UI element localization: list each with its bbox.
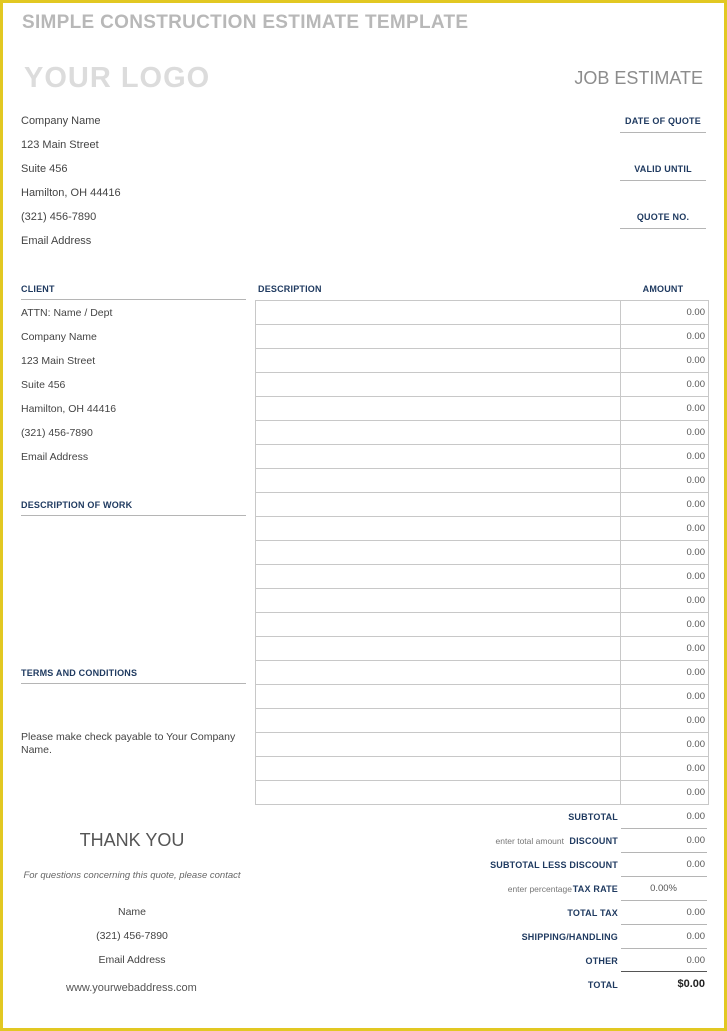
- other-value[interactable]: 0.00: [686, 955, 705, 966]
- item-description-cell[interactable]: [256, 685, 621, 709]
- description-of-work-field[interactable]: [21, 520, 246, 660]
- date-of-quote-label: DATE OF QUOTE: [625, 116, 701, 126]
- table-row: [256, 517, 709, 541]
- item-amount-cell[interactable]: 0.00: [621, 637, 709, 661]
- table-row: [256, 613, 709, 637]
- client-email[interactable]: Email Address: [21, 451, 89, 463]
- item-description-cell[interactable]: [256, 733, 621, 757]
- item-description-cell[interactable]: [256, 781, 621, 805]
- item-description-cell[interactable]: [256, 445, 621, 469]
- item-description-cell[interactable]: [256, 637, 621, 661]
- item-description-cell[interactable]: [256, 565, 621, 589]
- discount-label: DISCOUNT: [569, 836, 618, 846]
- amount-column-header: AMOUNT: [642, 284, 684, 294]
- client-city[interactable]: Hamilton, OH 44416: [21, 403, 117, 415]
- client-heading: CLIENT: [21, 284, 55, 294]
- document-type: JOB ESTIMATE: [574, 68, 703, 88]
- logo-placeholder: YOUR LOGO: [24, 62, 211, 94]
- table-row: [256, 541, 709, 565]
- questions-text: For questions concerning this quote, please contact: [23, 870, 241, 881]
- client-phone[interactable]: (321) 456-7890: [21, 427, 93, 439]
- item-amount-cell[interactable]: 0.00: [621, 517, 709, 541]
- item-description-cell[interactable]: [256, 325, 621, 349]
- thank-you-text: THANK YOU: [79, 830, 185, 850]
- item-amount-cell[interactable]: 0.00: [621, 709, 709, 733]
- item-description-cell[interactable]: [256, 661, 621, 685]
- valid-until-label: VALID UNTIL: [634, 164, 692, 174]
- item-amount-cell[interactable]: 0.00: [621, 349, 709, 373]
- item-amount-cell[interactable]: 0.00: [621, 325, 709, 349]
- total-tax-value: 0.00: [686, 907, 705, 918]
- table-row: [256, 445, 709, 469]
- item-amount-cell[interactable]: 0.00: [621, 733, 709, 757]
- tax-rate-value[interactable]: 0.00%: [650, 883, 677, 894]
- divider: [621, 828, 707, 829]
- item-amount-cell[interactable]: 0.00: [621, 781, 709, 805]
- divider: [621, 948, 707, 949]
- client-company-name[interactable]: Company Name: [21, 331, 97, 343]
- table-row: [256, 349, 709, 373]
- line-items-table: [255, 300, 709, 805]
- item-description-cell[interactable]: [256, 493, 621, 517]
- divider: [621, 900, 707, 901]
- table-row: [256, 493, 709, 517]
- item-amount-cell[interactable]: 0.00: [621, 541, 709, 565]
- other-label: OTHER: [585, 956, 618, 966]
- total-tax-label: TOTAL TAX: [567, 908, 618, 918]
- contact-phone[interactable]: (321) 456-7890: [96, 930, 168, 942]
- contact-email[interactable]: Email Address: [98, 954, 166, 966]
- divider: [621, 971, 707, 972]
- subtotal-value: 0.00: [686, 811, 705, 822]
- description-column-header: DESCRIPTION: [258, 284, 322, 294]
- shipping-label: SHIPPING/HANDLING: [521, 932, 618, 942]
- subtotal-label: SUBTOTAL: [568, 812, 618, 822]
- terms-heading: TERMS AND CONDITIONS: [21, 668, 138, 678]
- item-description-cell[interactable]: [256, 349, 621, 373]
- quote-number-label: QUOTE NO.: [636, 212, 690, 222]
- item-amount-cell[interactable]: 0.00: [621, 373, 709, 397]
- divider: [21, 299, 246, 300]
- table-row: [256, 373, 709, 397]
- item-amount-cell[interactable]: 0.00: [621, 757, 709, 781]
- table-row: [256, 781, 709, 805]
- table-row: [256, 397, 709, 421]
- item-amount-cell[interactable]: 0.00: [621, 589, 709, 613]
- divider: [621, 924, 707, 925]
- company-street[interactable]: 123 Main Street: [21, 139, 99, 151]
- total-label: TOTAL: [587, 980, 618, 990]
- table-row: [256, 325, 709, 349]
- item-amount-cell[interactable]: 0.00: [621, 565, 709, 589]
- item-amount-cell[interactable]: 0.00: [621, 661, 709, 685]
- quote-number-field[interactable]: [620, 228, 706, 229]
- table-row: [256, 685, 709, 709]
- description-of-work-heading: DESCRIPTION OF WORK: [21, 500, 133, 510]
- client-street[interactable]: 123 Main Street: [21, 355, 96, 367]
- item-description-cell[interactable]: [256, 613, 621, 637]
- website-text: www.yourwebaddress.com: [66, 982, 197, 994]
- item-amount-cell[interactable]: 0.00: [621, 469, 709, 493]
- item-amount-cell[interactable]: 0.00: [621, 613, 709, 637]
- item-amount-cell[interactable]: 0.00: [621, 397, 709, 421]
- item-amount-cell[interactable]: 0.00: [621, 493, 709, 517]
- client-attn[interactable]: ATTN: Name / Dept: [21, 307, 113, 319]
- table-row: [256, 469, 709, 493]
- table-row: [256, 757, 709, 781]
- total-value: $0.00: [677, 978, 705, 990]
- table-row: [256, 421, 709, 445]
- item-description-cell[interactable]: [256, 757, 621, 781]
- item-description-cell[interactable]: [256, 469, 621, 493]
- company-email[interactable]: Email Address: [21, 235, 92, 247]
- tax-rate-hint: enter percentage: [507, 884, 572, 894]
- date-of-quote-field[interactable]: [620, 132, 706, 133]
- company-suite[interactable]: Suite 456: [21, 163, 68, 175]
- table-row: [256, 301, 709, 325]
- page-title: SIMPLE CONSTRUCTION ESTIMATE TEMPLATE: [22, 12, 469, 33]
- company-name[interactable]: Company Name: [21, 115, 101, 127]
- table-row: [256, 565, 709, 589]
- item-description-cell[interactable]: [256, 397, 621, 421]
- tax-rate-label: TAX RATE: [572, 884, 618, 894]
- table-row: [256, 733, 709, 757]
- divider: [21, 683, 246, 684]
- item-amount-cell[interactable]: 0.00: [621, 421, 709, 445]
- item-description-cell[interactable]: [256, 301, 621, 325]
- shipping-value[interactable]: 0.00: [686, 931, 705, 942]
- item-amount-cell[interactable]: 0.00: [621, 445, 709, 469]
- divider: [621, 852, 707, 853]
- company-city[interactable]: Hamilton, OH 44416: [21, 187, 121, 199]
- divider: [621, 876, 707, 877]
- company-phone[interactable]: (321) 456-7890: [21, 211, 97, 223]
- table-row: [256, 589, 709, 613]
- divider: [21, 515, 246, 516]
- discount-value[interactable]: 0.00: [686, 835, 705, 846]
- terms-text[interactable]: Please make check payable to Your Company Name.: [21, 731, 236, 756]
- item-description-cell[interactable]: [256, 709, 621, 733]
- subtotal-less-discount-value: 0.00: [686, 859, 705, 870]
- client-suite[interactable]: Suite 456: [21, 379, 66, 391]
- subtotal-less-discount-label: SUBTOTAL LESS DISCOUNT: [490, 860, 618, 870]
- item-description-cell[interactable]: [256, 517, 621, 541]
- item-description-cell[interactable]: [256, 421, 621, 445]
- valid-until-field[interactable]: [620, 180, 706, 181]
- item-amount-cell[interactable]: 0.00: [621, 685, 709, 709]
- item-description-cell[interactable]: [256, 373, 621, 397]
- table-row: [256, 637, 709, 661]
- discount-hint: enter total amount: [495, 836, 564, 846]
- item-amount-cell[interactable]: 0.00: [621, 301, 709, 325]
- contact-name[interactable]: Name: [117, 906, 146, 918]
- table-row: [256, 661, 709, 685]
- item-description-cell[interactable]: [256, 589, 621, 613]
- table-row: [256, 709, 709, 733]
- item-description-cell[interactable]: [256, 541, 621, 565]
